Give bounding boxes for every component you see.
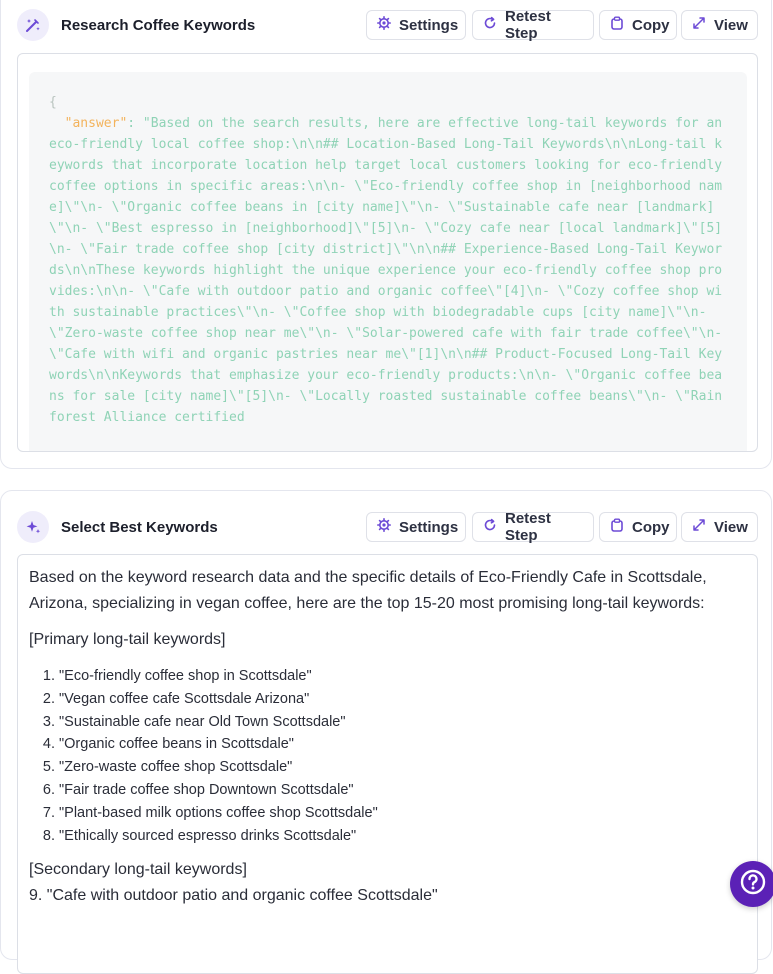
refresh-icon xyxy=(483,16,497,34)
settings-label: Settings xyxy=(399,16,459,34)
sparkles-icon xyxy=(17,511,49,543)
list-item: 1. "Eco-friendly coffee shop in Scottsdale" xyxy=(59,665,745,688)
json-value: : "Based on the search results, here are effective long-tail keywords for an eco-friendly local coffee shop:\n\n## Location-Based Long-Tail Keywords\n\nLong-tail keywords that incorporate location help target local customers looking for eco-friendly coffee options in specific areas:\n\n- \"Eco-friendly coffee shop in [neighborhood name]\"\n- \"Organic coffee beans in [city name]\"\n- \"Sustainable cafe near [landmark]\"\n- \"Best espresso in [neighborhood]\"[5]\n- \"Cozy cafe near [local landmark]\"[5]\n- \"Fair trade coffee shop [city district]\"\n\n## Experience-Based Long-Tail Keywords\n\nThese keywords highlight the unique experience your eco-friendly coffee shop provides:\n\n- \"Cafe with outdoor patio and organic coffee\"[4]\n- \"Cozy coffee shop with sustainable practices\"\n- \"Coffee shop with biodegradable cups [city name]\"\n- \"Zero-waste coffee shop near me\"\n- \"Solar-powered cafe with fair trade coffee\"\n- \"Cafe with wifi and organic pastries near me\"[1]\n\n## Product-Focused Long-Tail Keywords\n\nKeywords that emphasize your eco-friendly products:\n\n- \"Organic coffee beans for sale [city name]\"[5]\n- \"Locally roasted sustainable coffee beans\"\n- \"Rainforest Alliance certified xyxy=(49,116,730,425)
settings-button[interactable] xyxy=(366,512,466,542)
list-item: 2. "Vegan coffee cafe Scottsdale Arizona" xyxy=(59,688,745,711)
list-item: 7. "Plant-based milk options coffee shop Scottsdale" xyxy=(59,802,745,825)
retest-step-button[interactable] xyxy=(472,512,594,542)
retest-step-button[interactable] xyxy=(472,10,594,40)
secondary-first-item: 9. "Cafe with outdoor patio and organic coffee Scottsdale" xyxy=(29,887,438,905)
step-header xyxy=(1,507,771,547)
json-output[interactable] xyxy=(29,72,747,452)
step-title: Select Best Keywords xyxy=(61,519,218,536)
view-button[interactable] xyxy=(681,10,758,40)
list-item: 5. "Zero-waste coffee shop Scottsdale" xyxy=(59,756,745,779)
settings-button[interactable] xyxy=(366,10,466,40)
question-icon xyxy=(739,868,767,901)
expand-icon xyxy=(692,518,706,536)
step-title: Research Coffee Keywords xyxy=(61,17,256,34)
list-item: 8. "Ethically sourced espresso drinks Scottsdale" xyxy=(59,825,745,848)
retest-label: Retest Step xyxy=(505,510,551,544)
keyword-output[interactable] xyxy=(18,555,757,909)
list-item: 6. "Fair trade coffee shop Downtown Scottsdale" xyxy=(59,779,745,802)
clipboard-icon xyxy=(610,518,624,536)
copy-label: Copy xyxy=(632,16,670,34)
settings-label: Settings xyxy=(399,518,459,536)
list-item: 4. "Organic coffee beans in Scottsdale" xyxy=(59,733,745,756)
help-button[interactable] xyxy=(730,861,773,907)
retest-label: Retest Step xyxy=(505,8,551,42)
view-label: View xyxy=(714,518,748,536)
gear-icon xyxy=(377,16,391,34)
copy-button[interactable] xyxy=(599,10,677,40)
clipboard-icon xyxy=(610,16,624,34)
intro-text: Based on the keyword research data and the specific details of Eco-Friendly Cafe in Scottsdale, Arizona, specializing in vegan coffee, here are the top 15-20 most promising long-tail keywords: xyxy=(29,569,707,612)
secondary-heading: [Secondary long-tail keywords] xyxy=(29,861,247,879)
refresh-icon xyxy=(483,518,497,536)
step-header xyxy=(1,5,771,45)
view-label: View xyxy=(714,16,748,34)
output-panel xyxy=(17,554,758,974)
view-button[interactable] xyxy=(681,512,758,542)
gear-icon xyxy=(377,518,391,536)
json-key: "answer" xyxy=(64,116,128,131)
copy-label: Copy xyxy=(632,518,670,536)
primary-heading: [Primary long-tail keywords] xyxy=(29,631,226,648)
output-panel xyxy=(17,53,758,452)
primary-keyword-list xyxy=(29,665,745,847)
copy-button[interactable] xyxy=(599,512,677,542)
expand-icon xyxy=(692,16,706,34)
json-brace: { xyxy=(49,95,57,110)
magic-wand-icon xyxy=(17,9,49,41)
step-card-research xyxy=(0,0,772,469)
list-item: 3. "Sustainable cafe near Old Town Scottsdale" xyxy=(59,711,745,734)
step-card-select xyxy=(0,490,772,960)
